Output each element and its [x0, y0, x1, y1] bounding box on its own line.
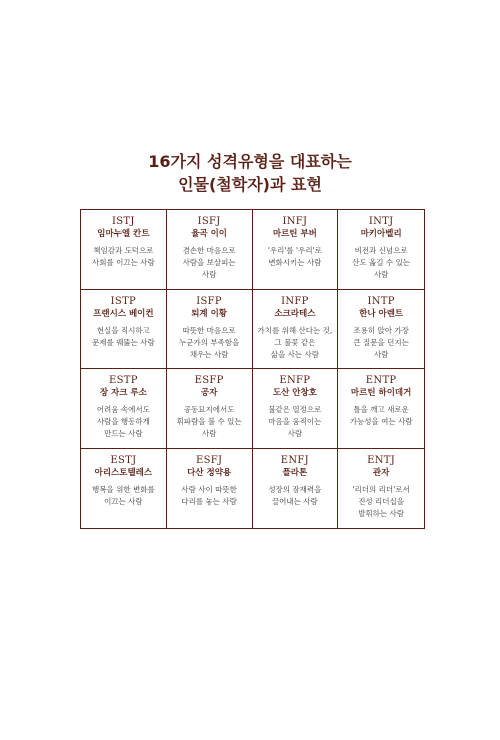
type-description: [81, 404, 166, 440]
type-code: INFJ: [282, 216, 308, 227]
type-cell: [167, 290, 253, 370]
philosopher-name: 퇴계 이황: [191, 308, 228, 319]
description-line: 그 불꽃 같은: [274, 337, 316, 347]
philosopher-name: 장 자크 루소: [99, 388, 147, 398]
type-cell: [81, 210, 167, 290]
type-cell: [253, 369, 339, 449]
type-description: [253, 245, 338, 269]
description-line: 큰 질문을 던지는: [353, 337, 409, 347]
philosopher-name: 도산 안창호: [272, 388, 317, 398]
description-line: 겸손한 마음으로: [182, 246, 236, 255]
philosopher-name: 아리스토텔레스: [94, 467, 153, 478]
description-line: 휘파람을 불 수 있는: [176, 417, 242, 426]
description-line: 따뜻한 마음으로: [182, 325, 236, 335]
philosopher-name: 한나 아렌트: [359, 308, 404, 319]
page-title: [0, 150, 500, 196]
description-line: 누군가의 부족함을: [178, 337, 240, 347]
type-cell: [338, 369, 424, 449]
description-line: 변화시키는 사람: [268, 258, 322, 267]
type-description: [167, 404, 252, 440]
description-line: 책임감과 도덕으로: [93, 246, 154, 255]
type-description: [167, 484, 252, 508]
description-line: 가치를 위해 산다는 것,: [257, 325, 333, 335]
description-line: 만드는 사람: [104, 429, 143, 438]
philosopher-name: 임마누엘 칸트: [97, 229, 150, 239]
description-line: 비전과 신념으로: [354, 246, 408, 255]
type-code: ENFP: [279, 375, 311, 386]
title-line-1: 16가지 성격유형을 대표하는: [148, 152, 352, 171]
description-line: 발휘하는 사람: [358, 508, 405, 518]
philosopher-name: 공자: [200, 388, 218, 398]
type-code: ESFJ: [195, 454, 223, 466]
personality-type-table: [80, 209, 425, 529]
description-line: 어려움 속에서도: [96, 405, 150, 414]
type-cell: [81, 369, 167, 449]
type-code: ISFJ: [197, 216, 221, 227]
type-code: ENTJ: [367, 454, 396, 466]
type-code: ISTP: [110, 295, 137, 307]
description-line: '리더의 리더'로서: [352, 484, 410, 494]
type-description: [338, 245, 424, 281]
description-line: 조용히 앉아 가장: [353, 325, 409, 335]
type-cell: [167, 210, 253, 290]
philosopher-name: 율곡 이이: [191, 229, 228, 239]
philosopher-name: 마르틴 부버: [272, 229, 317, 239]
philosopher-name: 다산 정약용: [187, 467, 232, 478]
philosopher-name: 플라톤: [282, 467, 308, 478]
description-line: 가능성을 여는 사람: [349, 417, 413, 426]
description-line: 행복을 위한 변화를: [92, 484, 155, 494]
type-code: ENFJ: [280, 454, 309, 466]
description-line: 공동묘지에서도: [183, 405, 235, 414]
type-cell: [81, 290, 167, 370]
description-line: 사람을 행동하게: [96, 417, 150, 426]
type-cell: [81, 449, 167, 529]
type-code: ISFP: [196, 295, 222, 307]
type-cell: [338, 449, 424, 529]
description-line: 사람: [373, 349, 389, 359]
type-description: [81, 325, 166, 349]
type-cell: [167, 369, 253, 449]
description-line: 사람: [201, 270, 217, 279]
description-line: 채우는 사람: [189, 349, 229, 359]
description-line: 마음을 움직이는: [268, 417, 322, 426]
type-cell: [167, 449, 253, 529]
description-line: 진성 리더십을: [358, 496, 405, 506]
description-line: 불같은 열정으로: [268, 405, 322, 414]
description-line: 사람: [201, 429, 217, 438]
type-code: INTP: [367, 295, 395, 307]
philosopher-name: 마키아벨리: [360, 229, 402, 239]
type-description: [338, 325, 424, 361]
description-line: 이끄는 사람: [104, 496, 143, 506]
type-description: [81, 245, 166, 269]
description-line: 산도 옮길 수 있는: [352, 258, 411, 267]
description-line: 성장의 잠재력을: [268, 484, 322, 494]
type-description: [338, 484, 424, 520]
type-code: ESTP: [109, 375, 138, 386]
description-line: 사회를 이끄는 사람: [92, 258, 155, 267]
type-code: INFP: [281, 295, 309, 307]
description-line: 현실을 직시하고: [96, 325, 150, 335]
type-cell: [338, 290, 424, 370]
description-line: 틀을 깨고 새로운: [353, 405, 409, 414]
philosopher-name: 마르틴 하이데거: [350, 388, 412, 398]
description-line: 문제를 꿰뚫는 사람: [92, 337, 155, 347]
title-line-2: 인물(철학자)과 표현: [178, 175, 322, 194]
philosopher-name: 소크라테스: [274, 308, 316, 319]
type-description: [338, 404, 424, 428]
type-description: [253, 404, 338, 440]
type-code: ESFP: [194, 375, 224, 386]
description-line: 끌어내는 사람: [271, 496, 318, 506]
description-line: 사람: [287, 429, 303, 438]
type-description: [253, 325, 338, 361]
type-description: [167, 325, 252, 361]
description-line: '우리'를 '우리'로: [267, 246, 322, 255]
type-code: ISTJ: [112, 216, 135, 227]
description-line: 사람: [373, 270, 389, 279]
type-description: [253, 484, 338, 508]
type-cell: [253, 290, 339, 370]
description-line: 사람 사이 따뜻한: [181, 484, 237, 494]
type-code: ENTP: [365, 375, 397, 386]
description-line: 사람을 보살피는: [182, 258, 236, 267]
type-description: [167, 245, 252, 281]
philosopher-name: 관자: [372, 467, 390, 478]
description-line: 다리를 놓는 사람: [181, 496, 237, 506]
type-cell: [253, 210, 339, 290]
type-cell: [338, 210, 424, 290]
type-cell: [253, 449, 339, 529]
philosopher-name: 프랜시스 베이컨: [93, 308, 154, 319]
type-description: [81, 484, 166, 508]
description-line: 삶을 사는 사람: [270, 349, 319, 359]
type-code: ESTJ: [110, 454, 137, 466]
type-code: INTJ: [368, 216, 394, 227]
